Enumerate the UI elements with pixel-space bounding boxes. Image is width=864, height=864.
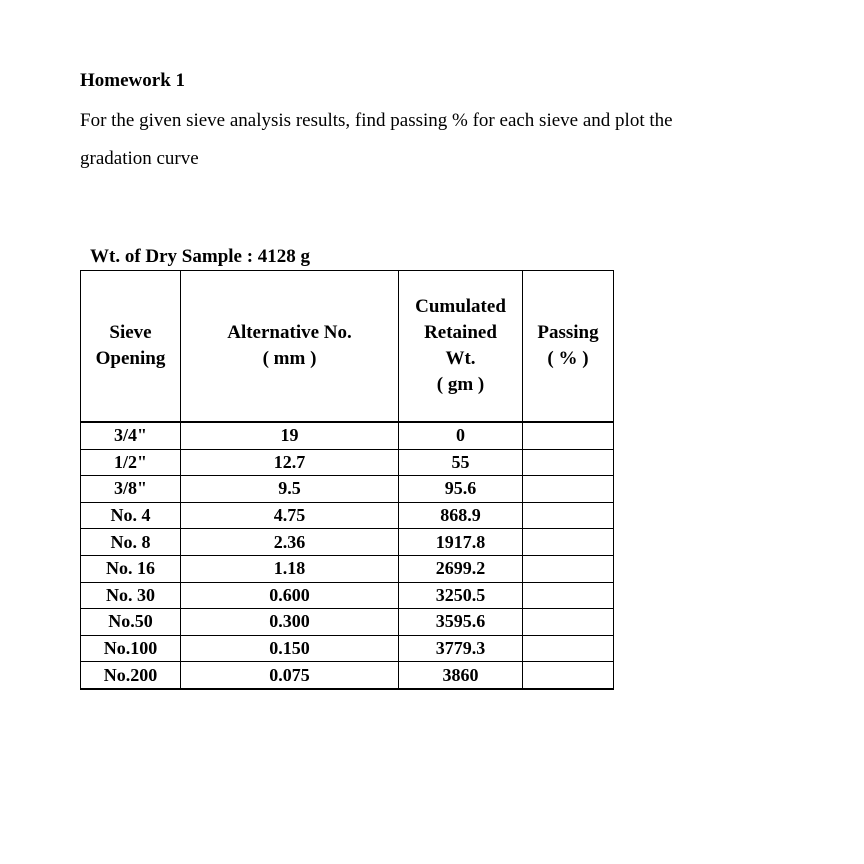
table-row	[81, 502, 614, 529]
header-sieve-opening	[81, 271, 181, 423]
table-row	[81, 476, 614, 503]
cell-sieve: 3/8"	[81, 476, 181, 503]
header-alternative-line-1: Alternative No.	[227, 322, 352, 343]
cell-mm: 4.75	[181, 502, 399, 529]
header-alternative-no	[181, 271, 399, 423]
cell-mm: 0.150	[181, 635, 399, 662]
header-passing-line-2: ( % )	[547, 348, 589, 369]
cell-retained: 3779.3	[399, 635, 523, 662]
cell-passing[interactable]	[523, 555, 614, 582]
homework-title: Homework 1	[80, 70, 186, 91]
cell-sieve: No. 8	[81, 529, 181, 556]
table-row	[81, 635, 614, 662]
table-row	[81, 422, 614, 449]
cell-passing[interactable]	[523, 529, 614, 556]
header-sieve-line-2: Opening	[95, 348, 166, 369]
cell-passing[interactable]	[523, 662, 614, 689]
cell-passing[interactable]	[523, 422, 614, 449]
cell-mm: 2.36	[181, 529, 399, 556]
cell-retained: 1917.8	[399, 529, 523, 556]
header-retained-line-4: ( gm )	[436, 374, 485, 395]
cell-mm: 9.5	[181, 476, 399, 503]
cell-retained: 3250.5	[399, 582, 523, 609]
cell-retained: 3860	[399, 662, 523, 689]
cell-sieve: No. 16	[81, 555, 181, 582]
cell-mm: 1.18	[181, 555, 399, 582]
table-row	[81, 555, 614, 582]
cell-mm: 0.600	[181, 582, 399, 609]
table-header-row	[81, 271, 614, 423]
sieve-analysis-table	[80, 270, 614, 690]
cell-passing[interactable]	[523, 502, 614, 529]
table-row	[81, 449, 614, 476]
table-row	[81, 609, 614, 636]
cell-mm: 12.7	[181, 449, 399, 476]
header-retained-line-3: Wt.	[445, 348, 476, 369]
table-row	[81, 529, 614, 556]
header-passing-percent	[523, 271, 614, 423]
cell-sieve: 1/2"	[81, 449, 181, 476]
dry-sample-weight-label: Wt. of Dry Sample : 4128 g	[90, 246, 311, 267]
cell-passing[interactable]	[523, 609, 614, 636]
instruction-line-2: gradation curve	[80, 148, 199, 169]
cell-retained: 868.9	[399, 502, 523, 529]
table-row	[81, 582, 614, 609]
header-cumulated-retained	[399, 271, 523, 423]
cell-sieve: No. 4	[81, 502, 181, 529]
header-retained-line-2: Retained	[424, 322, 497, 343]
cell-mm: 0.300	[181, 609, 399, 636]
cell-retained: 55	[399, 449, 523, 476]
cell-passing[interactable]	[523, 476, 614, 503]
cell-passing[interactable]	[523, 582, 614, 609]
header-passing-line-1: Passing	[537, 322, 599, 343]
header-sieve-line-1: Sieve	[109, 322, 152, 343]
cell-sieve: No.100	[81, 635, 181, 662]
instruction-line-1: For the given sieve analysis results, find passing % for each sieve and plot the	[80, 110, 673, 131]
cell-retained: 2699.2	[399, 555, 523, 582]
table-row	[81, 662, 614, 689]
cell-sieve: No.200	[81, 662, 181, 689]
cell-passing[interactable]	[523, 635, 614, 662]
cell-retained: 95.6	[399, 476, 523, 503]
cell-sieve: No. 30	[81, 582, 181, 609]
cell-mm: 19	[181, 422, 399, 449]
cell-retained: 0	[399, 422, 523, 449]
cell-mm: 0.075	[181, 662, 399, 689]
header-alternative-line-2: ( mm )	[262, 348, 317, 369]
cell-passing[interactable]	[523, 449, 614, 476]
cell-retained: 3595.6	[399, 609, 523, 636]
header-retained-line-1: Cumulated	[415, 296, 506, 317]
cell-sieve: No.50	[81, 609, 181, 636]
cell-sieve: 3/4"	[81, 422, 181, 449]
